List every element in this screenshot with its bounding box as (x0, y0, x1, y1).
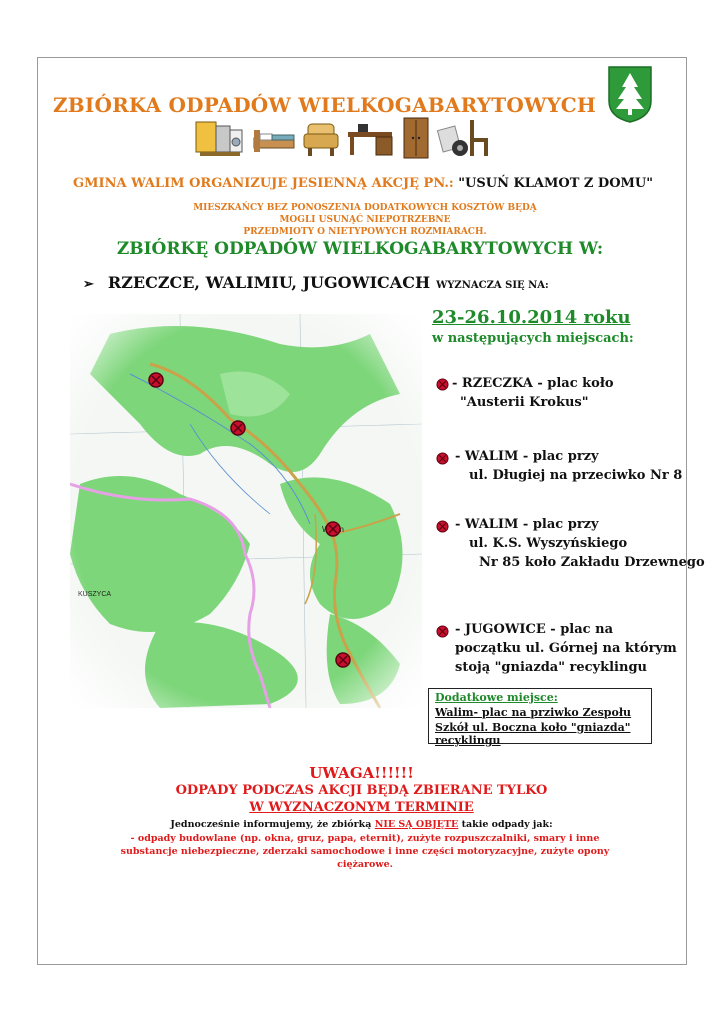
location-3-line-2: ul. K.S. Wyszyńskiego (469, 536, 628, 551)
location-2-line-2: ul. Długiej na przeciwko Nr 8 (469, 468, 683, 483)
location-3-line-3: Nr 85 koło Zakładu Drzewnego (479, 555, 705, 570)
appliances-icon (196, 122, 242, 156)
organizer-action: ORGANIZUJE JESIENNĄ AKCJĘ PN.: (184, 176, 459, 191)
additional-place-title: Dodatkowe miejsce: (435, 691, 558, 704)
collection-point-marker-icon (436, 378, 449, 391)
wardrobe-icon (404, 118, 428, 158)
location-1-line-2: "Austerii Krokus" (460, 395, 589, 410)
locations-subtitle: w następujących miejscach: (432, 331, 634, 346)
additional-place-line-1: Walim- plac na prziwko Zespołu (435, 706, 632, 719)
organizer-name: GMINA WALIM (73, 176, 185, 191)
location-item-4 (455, 620, 675, 677)
location-item-3 (455, 515, 705, 572)
arrow-bullet-icon: ➢ (83, 277, 94, 292)
desk-icon (348, 124, 392, 155)
location-item-2 (455, 447, 683, 485)
warning-title: UWAGA!!!!!! (309, 764, 414, 782)
area-map (70, 314, 422, 708)
towns-suffix: WYZNACZA SIĘ NA: (436, 280, 549, 291)
campaign-name: "USUŃ KLAMOT Z DOMU" (458, 176, 654, 191)
inform-before: Jednocześnie informujemy, że zbiórką (170, 819, 375, 830)
location-1-line-1: - RZECZKA - plac koło (452, 376, 614, 391)
details-line-2: substancje niebezpieczne, zderzaki samochodowe i inne części motoryzacyjne, zużyte opony (120, 846, 610, 857)
additional-place-box (428, 688, 652, 747)
location-item-1 (452, 374, 672, 412)
residents-line-1: MIESZKAŃCY BEZ PONOSZENIA DODATKOWYCH KOSZTÓW BĘDĄ MOGLI USUNĄĆ NIEPOTRZEBNE (193, 203, 537, 225)
collection-point-marker-icon (436, 625, 449, 638)
towns-row (83, 273, 643, 292)
location-2-line-1: - WALIM - plac przy (455, 449, 599, 464)
details-line-1: - odpady budowlane (np. okna, gruz, papa, eternit), zużyte rozpuszczalniki, smary i inne (130, 833, 600, 844)
excluded-waste-details (100, 832, 630, 871)
inform-after: takie odpady jak: (458, 819, 553, 830)
municipal-crest-tree-icon (606, 65, 654, 123)
towns-list: RZECZCE, WALIMIU, JUGOWICACH (107, 273, 431, 292)
page-title: ZBIÓRKA ODPADÓW WIELKOGABARYTOWYCH (53, 93, 597, 117)
bed-icon (254, 130, 294, 152)
additional-place-line-3: recyklingu (435, 734, 501, 747)
location-3-line-1: - WALIM - plac przy (455, 517, 599, 532)
details-line-3: ciężarowe. (337, 859, 393, 870)
collection-point-marker-icon (436, 520, 449, 533)
inform-highlight: NIE SĄ OBJĘTE (374, 819, 459, 830)
warning-line-2: W WYZNACZONYM TERMINIE (249, 800, 474, 815)
collection-point-marker-icon (436, 452, 449, 465)
inform-line (0, 819, 723, 830)
location-4-line-2: początku ul. Górnej na którym (455, 641, 677, 656)
armchair-icon (304, 124, 338, 156)
organizer-line (73, 176, 653, 191)
residents-note (180, 202, 550, 238)
bulky-items-icons (192, 116, 492, 162)
warning-line-1: ODPADY PODCZAS AKCJI BĘDĄ ZBIERANE TYLKO (175, 783, 548, 798)
additional-place-line-2: Szkół ul. Boczna koło "gniazda" (435, 721, 631, 734)
residents-line-2: PRZEDMIOTY O NIETYPOWYCH ROZMIARACH. (243, 227, 487, 237)
tires-and-chair-icon (437, 120, 488, 156)
location-4-line-1: - JUGOWICE - plac na (455, 622, 613, 637)
location-4-line-3: stoją "gniazda" recyklingu (455, 660, 647, 675)
collection-heading: ZBIÓRKĘ ODPADÓW WIELKOGABARYTOWYCH W: (116, 239, 604, 259)
collection-date: 23-26.10.2014 roku (432, 307, 631, 328)
